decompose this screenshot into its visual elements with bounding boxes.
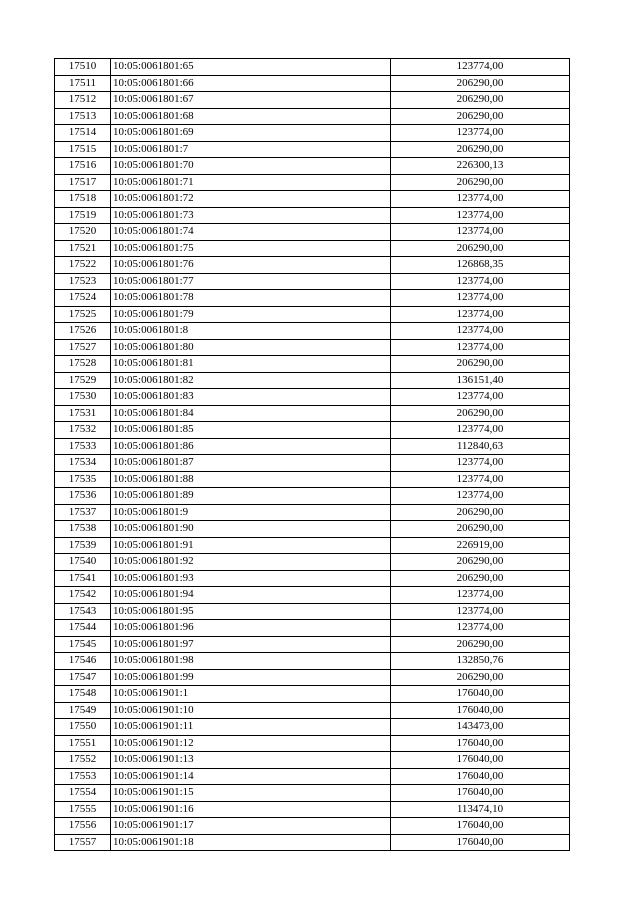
value-cell: 123774,00 — [391, 224, 570, 241]
cadastral-number-cell: 10:05:0061901:13 — [111, 752, 391, 769]
table-row — [55, 59, 570, 76]
row-number-cell: 17530 — [55, 389, 111, 406]
row-number-cell: 17536 — [55, 488, 111, 505]
value-cell: 123774,00 — [391, 620, 570, 637]
table-row — [55, 818, 570, 835]
row-number-cell: 17534 — [55, 455, 111, 472]
row-number-cell: 17511 — [55, 75, 111, 92]
cadastral-number-cell: 10:05:0061801:95 — [111, 603, 391, 620]
table-row — [55, 290, 570, 307]
value-cell: 176040,00 — [391, 752, 570, 769]
row-number-cell: 17543 — [55, 603, 111, 620]
cadastral-number-cell: 10:05:0061801:83 — [111, 389, 391, 406]
cadastral-number-cell: 10:05:0061801:98 — [111, 653, 391, 670]
cadastral-number-cell: 10:05:0061801:92 — [111, 554, 391, 571]
value-cell: 112840,63 — [391, 438, 570, 455]
cadastral-number-cell: 10:05:0061801:99 — [111, 669, 391, 686]
value-cell: 176040,00 — [391, 686, 570, 703]
value-cell: 123774,00 — [391, 389, 570, 406]
value-cell: 176040,00 — [391, 735, 570, 752]
value-cell: 206290,00 — [391, 174, 570, 191]
cadastral-number-cell: 10:05:0061901:17 — [111, 818, 391, 835]
cadastral-number-cell: 10:05:0061901:1 — [111, 686, 391, 703]
cadastral-number-cell: 10:05:0061801:79 — [111, 306, 391, 323]
value-cell: 176040,00 — [391, 702, 570, 719]
row-number-cell: 17516 — [55, 158, 111, 175]
document-page — [54, 58, 570, 851]
row-number-cell: 17546 — [55, 653, 111, 670]
cadastral-number-cell: 10:05:0061801:9 — [111, 504, 391, 521]
cadastral-number-cell: 10:05:0061801:77 — [111, 273, 391, 290]
value-cell: 123774,00 — [391, 422, 570, 439]
row-number-cell: 17519 — [55, 207, 111, 224]
value-cell: 123774,00 — [391, 59, 570, 76]
value-cell: 123774,00 — [391, 191, 570, 208]
value-cell: 206290,00 — [391, 521, 570, 538]
table-row — [55, 686, 570, 703]
value-cell: 206290,00 — [391, 405, 570, 422]
cadastral-number-cell: 10:05:0061801:74 — [111, 224, 391, 241]
cadastral-number-cell: 10:05:0061801:97 — [111, 636, 391, 653]
table-row — [55, 273, 570, 290]
row-number-cell: 17535 — [55, 471, 111, 488]
value-cell: 123774,00 — [391, 471, 570, 488]
table-row — [55, 141, 570, 158]
row-number-cell: 17553 — [55, 768, 111, 785]
table-row — [55, 735, 570, 752]
value-cell: 206290,00 — [391, 669, 570, 686]
cadastral-number-cell: 10:05:0061801:71 — [111, 174, 391, 191]
table-row — [55, 306, 570, 323]
cadastral-number-cell: 10:05:0061801:68 — [111, 108, 391, 125]
row-number-cell: 17537 — [55, 504, 111, 521]
row-number-cell: 17541 — [55, 570, 111, 587]
row-number-cell: 17514 — [55, 125, 111, 142]
value-cell: 206290,00 — [391, 108, 570, 125]
cadastral-number-cell: 10:05:0061801:75 — [111, 240, 391, 257]
row-number-cell: 17544 — [55, 620, 111, 637]
cadastral-number-cell: 10:05:0061801:91 — [111, 537, 391, 554]
row-number-cell: 17555 — [55, 801, 111, 818]
row-number-cell: 17527 — [55, 339, 111, 356]
value-cell: 206290,00 — [391, 504, 570, 521]
row-number-cell: 17548 — [55, 686, 111, 703]
value-cell: 113474,10 — [391, 801, 570, 818]
table-row — [55, 339, 570, 356]
value-cell: 123774,00 — [391, 455, 570, 472]
row-number-cell: 17557 — [55, 834, 111, 851]
cadastral-number-cell: 10:05:0061801:81 — [111, 356, 391, 373]
cadastral-number-cell: 10:05:0061901:11 — [111, 719, 391, 736]
value-cell: 143473,00 — [391, 719, 570, 736]
cadastral-number-cell: 10:05:0061801:70 — [111, 158, 391, 175]
value-cell: 123774,00 — [391, 290, 570, 307]
row-number-cell: 17518 — [55, 191, 111, 208]
table-row — [55, 389, 570, 406]
row-number-cell: 17521 — [55, 240, 111, 257]
row-number-cell: 17545 — [55, 636, 111, 653]
table-row — [55, 653, 570, 670]
cadastral-number-cell: 10:05:0061901:18 — [111, 834, 391, 851]
table-row — [55, 207, 570, 224]
value-cell: 123774,00 — [391, 273, 570, 290]
table-row — [55, 240, 570, 257]
value-cell: 126868,35 — [391, 257, 570, 274]
row-number-cell: 17539 — [55, 537, 111, 554]
table-row — [55, 455, 570, 472]
value-cell: 226919,00 — [391, 537, 570, 554]
cadastral-number-cell: 10:05:0061801:67 — [111, 92, 391, 109]
table-row — [55, 125, 570, 142]
cadastral-number-cell: 10:05:0061801:89 — [111, 488, 391, 505]
value-cell: 206290,00 — [391, 636, 570, 653]
value-cell: 123774,00 — [391, 587, 570, 604]
table-row — [55, 108, 570, 125]
value-cell: 123774,00 — [391, 488, 570, 505]
row-number-cell: 17554 — [55, 785, 111, 802]
cadastral-number-cell: 10:05:0061901:10 — [111, 702, 391, 719]
table-row — [55, 356, 570, 373]
table-row — [55, 702, 570, 719]
table-row — [55, 785, 570, 802]
table-row — [55, 438, 570, 455]
value-cell: 206290,00 — [391, 92, 570, 109]
cadastral-number-cell: 10:05:0061801:7 — [111, 141, 391, 158]
table-row — [55, 636, 570, 653]
value-cell: 136151,40 — [391, 372, 570, 389]
row-number-cell: 17532 — [55, 422, 111, 439]
table-row — [55, 75, 570, 92]
cadastral-number-cell: 10:05:0061801:96 — [111, 620, 391, 637]
value-cell: 176040,00 — [391, 818, 570, 835]
cadastral-number-cell: 10:05:0061901:15 — [111, 785, 391, 802]
row-number-cell: 17550 — [55, 719, 111, 736]
table-row — [55, 603, 570, 620]
table-row — [55, 257, 570, 274]
row-number-cell: 17517 — [55, 174, 111, 191]
cadastral-number-cell: 10:05:0061801:94 — [111, 587, 391, 604]
row-number-cell: 17529 — [55, 372, 111, 389]
cadastral-number-cell: 10:05:0061801:84 — [111, 405, 391, 422]
cadastral-number-cell: 10:05:0061801:73 — [111, 207, 391, 224]
cadastral-number-cell: 10:05:0061801:76 — [111, 257, 391, 274]
cadastral-number-cell: 10:05:0061801:8 — [111, 323, 391, 340]
cadastral-number-cell: 10:05:0061801:66 — [111, 75, 391, 92]
value-cell: 123774,00 — [391, 339, 570, 356]
row-number-cell: 17533 — [55, 438, 111, 455]
table-row — [55, 323, 570, 340]
row-number-cell: 17522 — [55, 257, 111, 274]
table-row — [55, 570, 570, 587]
table-row — [55, 504, 570, 521]
value-cell: 176040,00 — [391, 785, 570, 802]
cadastral-number-cell: 10:05:0061801:65 — [111, 59, 391, 76]
row-number-cell: 17549 — [55, 702, 111, 719]
table-row — [55, 471, 570, 488]
value-cell: 123774,00 — [391, 306, 570, 323]
table-row — [55, 92, 570, 109]
table-row — [55, 158, 570, 175]
cadastral-number-cell: 10:05:0061801:88 — [111, 471, 391, 488]
row-number-cell: 17542 — [55, 587, 111, 604]
value-cell: 123774,00 — [391, 125, 570, 142]
row-number-cell: 17556 — [55, 818, 111, 835]
table-row — [55, 669, 570, 686]
cadastral-number-cell: 10:05:0061901:16 — [111, 801, 391, 818]
row-number-cell: 17520 — [55, 224, 111, 241]
cadastral-number-cell: 10:05:0061801:80 — [111, 339, 391, 356]
value-cell: 206290,00 — [391, 570, 570, 587]
row-number-cell: 17525 — [55, 306, 111, 323]
row-number-cell: 17540 — [55, 554, 111, 571]
value-cell: 226300,13 — [391, 158, 570, 175]
cadastral-number-cell: 10:05:0061801:93 — [111, 570, 391, 587]
cadastral-number-cell: 10:05:0061801:69 — [111, 125, 391, 142]
cadastral-number-cell: 10:05:0061801:72 — [111, 191, 391, 208]
cadastral-value-table — [54, 58, 570, 851]
cadastral-number-cell: 10:05:0061801:86 — [111, 438, 391, 455]
cadastral-number-cell: 10:05:0061901:14 — [111, 768, 391, 785]
value-cell: 206290,00 — [391, 356, 570, 373]
table-row — [55, 191, 570, 208]
table-row — [55, 768, 570, 785]
row-number-cell: 17528 — [55, 356, 111, 373]
table-row — [55, 521, 570, 538]
value-cell: 123774,00 — [391, 323, 570, 340]
row-number-cell: 17510 — [55, 59, 111, 76]
cadastral-number-cell: 10:05:0061801:82 — [111, 372, 391, 389]
table-row — [55, 537, 570, 554]
value-cell: 123774,00 — [391, 603, 570, 620]
table-row — [55, 834, 570, 851]
table-row — [55, 801, 570, 818]
table-row — [55, 224, 570, 241]
table-body — [55, 59, 570, 851]
table-row — [55, 422, 570, 439]
table-row — [55, 405, 570, 422]
table-row — [55, 554, 570, 571]
table-row — [55, 620, 570, 637]
cadastral-number-cell: 10:05:0061901:12 — [111, 735, 391, 752]
value-cell: 123774,00 — [391, 207, 570, 224]
value-cell: 206290,00 — [391, 240, 570, 257]
table-row — [55, 174, 570, 191]
row-number-cell: 17524 — [55, 290, 111, 307]
row-number-cell: 17538 — [55, 521, 111, 538]
value-cell: 176040,00 — [391, 768, 570, 785]
row-number-cell: 17526 — [55, 323, 111, 340]
cadastral-number-cell: 10:05:0061801:90 — [111, 521, 391, 538]
value-cell: 206290,00 — [391, 141, 570, 158]
table-row — [55, 587, 570, 604]
value-cell: 176040,00 — [391, 834, 570, 851]
row-number-cell: 17523 — [55, 273, 111, 290]
cadastral-number-cell: 10:05:0061801:85 — [111, 422, 391, 439]
row-number-cell: 17552 — [55, 752, 111, 769]
row-number-cell: 17513 — [55, 108, 111, 125]
cadastral-number-cell: 10:05:0061801:87 — [111, 455, 391, 472]
table-row — [55, 719, 570, 736]
table-row — [55, 372, 570, 389]
value-cell: 132850,76 — [391, 653, 570, 670]
row-number-cell: 17512 — [55, 92, 111, 109]
row-number-cell: 17547 — [55, 669, 111, 686]
row-number-cell: 17551 — [55, 735, 111, 752]
row-number-cell: 17531 — [55, 405, 111, 422]
table-row — [55, 488, 570, 505]
value-cell: 206290,00 — [391, 554, 570, 571]
table-row — [55, 752, 570, 769]
row-number-cell: 17515 — [55, 141, 111, 158]
cadastral-number-cell: 10:05:0061801:78 — [111, 290, 391, 307]
value-cell: 206290,00 — [391, 75, 570, 92]
